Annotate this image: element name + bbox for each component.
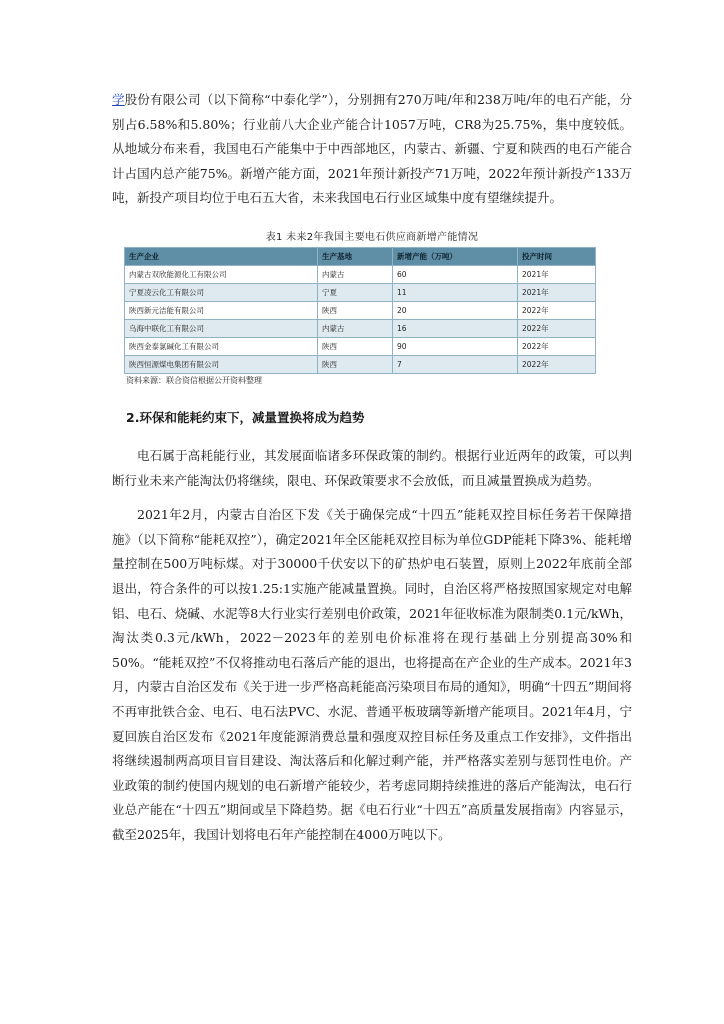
cell-base: 陕西 [318, 337, 393, 355]
cell-base: 内蒙古 [318, 265, 393, 283]
table-source-note: 资料来源：联合资信根据公开资料整理 [126, 375, 262, 385]
cell-capacity: 90 [393, 337, 518, 355]
cell-capacity: 20 [393, 301, 518, 319]
header-base: 生产基地 [318, 247, 393, 265]
table-row [125, 355, 596, 373]
header-capacity: 新增产能（万吨） [393, 247, 518, 265]
cell-capacity: 11 [393, 283, 518, 301]
intro-text: 股份有限公司（以下简称“中泰化学”），分别拥有270万吨/年和238万吨/年的电石产能，分别占6.58%和5.80%；行业前八大企业产能合计1057万吨，CR8为25.75%，集中度较低。从地域分布来看，我国电石产能集中于中西部地区，内蒙古、新疆、宁夏和陕西的电石产能合计占国内总产能75%。新增产能方面，2021年预计新投产71万吨，2022年预计新投产133万吨，新投产项目均位于电石五大省，未来我国电石行业区域集中度有望继续提升。 [112, 92, 632, 206]
table-row [125, 319, 596, 337]
intro-paragraph [112, 88, 632, 211]
cell-capacity: 16 [393, 319, 518, 337]
cell-company: 陕西新元洁能有限公司 [125, 301, 318, 319]
cell-start-time: 2021年 [518, 265, 596, 283]
hyperlink[interactable]: 学 [112, 92, 125, 107]
section-heading: 2.环保和能耗约束下，减量置换将成为趋势 [126, 409, 365, 425]
cell-base: 陕西 [318, 355, 393, 373]
paragraph-gap [112, 493, 632, 503]
document-page [112, 88, 632, 847]
table-row [125, 265, 596, 283]
cell-company: 陕西金泰氯碱化工有限公司 [125, 337, 318, 355]
cell-base: 宁夏 [318, 283, 393, 301]
table-row [125, 283, 596, 301]
cell-base: 内蒙古 [318, 319, 393, 337]
cell-company: 内蒙古双欣能源化工有限公司 [125, 265, 318, 283]
table-header-row [125, 247, 596, 265]
capacity-table [124, 247, 596, 374]
table-row [125, 301, 596, 319]
cell-start-time: 2022年 [518, 301, 596, 319]
cell-company: 宁夏凌云化工有限公司 [125, 283, 318, 301]
cell-start-time: 2022年 [518, 319, 596, 337]
table-row [125, 337, 596, 355]
header-start-time: 投产时间 [518, 247, 596, 265]
header-company: 生产企业 [125, 247, 318, 265]
section-paragraph-1: 电石属于高耗能行业，其发展面临诸多环保政策的制约。根据行业近两年的政策，可以判断行业未来产能淘汰仍将继续，限电、环保政策要求不会放低，而且减量置换成为趋势。 [112, 447, 632, 488]
cell-start-time: 2022年 [518, 355, 596, 373]
cell-start-time: 2022年 [518, 337, 596, 355]
cell-start-time: 2021年 [518, 283, 596, 301]
cell-capacity: 60 [393, 265, 518, 283]
table-caption: 表1 未来2年我国主要电石供应商新增产能情况 [265, 231, 479, 243]
cell-company: 陕西恒源煤电集团有限公司 [125, 355, 318, 373]
section-paragraph-2: 2021年2月，内蒙古自治区下发《关于确保完成“十四五”能耗双控目标任务若干保障措施》（以下简称“能耗双控”），确定2021年全区能耗双控目标为单位GDP能耗下降3%、能耗增量控制在500万吨标煤。对于30000千伏安以下的矿热炉电石装置，原则上2022年底前全部退出，符合条件的可以按1.25:1实施产能减量置换。同时，自治区将严格按照国家规定对电解铝、电石、烧碱、水泥等8大行业实行差别电价政策，2021年征收标准为限制类0.1元/kWh，淘汰类0.3元/kWh，2022－2023年的差别电价标准将在现行基础上分别提高30%和50%。“能耗双控”不仅将推动电石落后产能的退出，也将提高在产企业的生产成本。2021年3月，内蒙古自治区发布《关于进一步严格高耗能高污染项目布局的通知》，明确“十四五”期间将不再审批铁合金、电石、电石法PVC、水泥、普通平板玻璃等新增产能项目。2021年4月，宁夏回族自治区发布《2021年度能源消费总量和强度双控目标任务及重点工作安排》，文件指出将继续遏制两高项目盲目建设、淘汰落后和化解过剩产能，并严格落实差别与惩罚性电价。产业政策的制约使国内规划的电石新增产能较少，若考虑同期持续推进的落后产能淘汰，电石行业总产能在“十四五”期间或呈下降趋势。据《电石行业“十四五”高质量发展指南》内容显示，截至2025年，我国计划将电石年产能控制在4000万吨以下。 [112, 507, 632, 842]
cell-capacity: 7 [393, 355, 518, 373]
cell-base: 陕西 [318, 301, 393, 319]
cell-company: 乌海中联化工有限公司 [125, 319, 318, 337]
